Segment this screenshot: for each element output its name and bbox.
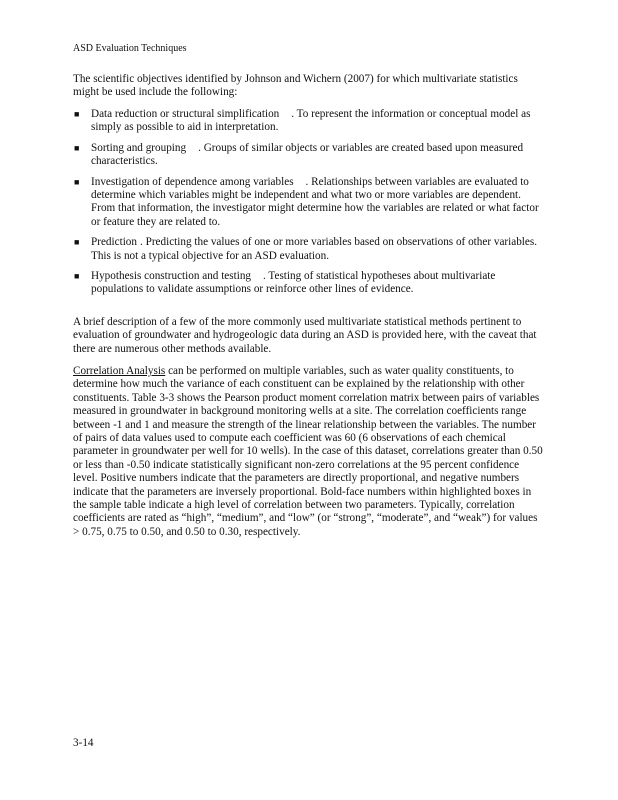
objective-description: . Testing of statistical hypotheses about multivariate populations to validate assumptions or reinforce other lines of evidence.: [91, 270, 496, 296]
objective-term: Data reduction or structural simplification: [91, 108, 280, 120]
list-item: [73, 108, 543, 135]
correlation-analysis-heading: Correlation Analysis: [73, 365, 166, 377]
intro-paragraph: The scientific objectives identified by Johnson and Wichern (2007) for which multivariate statistics might be used include the following:: [73, 73, 518, 99]
objective-term: Investigation of dependence among variables: [91, 175, 294, 188]
correlation-analysis-text: can be performed on multiple variables, such as water quality constituents, to determine how much the variance of each constituent can be explained by the relationship with other constituents. Table 3-3 shows the Pearson product moment correlation matrix between pairs of variables measured in groundwater in background monitoring wells at a site. The correlation coefficients range between -1 and 1 and measure the strength of the linear relationship between the variables. The number of pairs of data values used to compute each coefficient was 60 (6 observations of each chemical parameter in groundwater per well for 10 wells). In the case of this dataset, correlations greater than 0.50 or less than -0.50 indicate statistically significant non-zero correlations at the 95 percent confidence level. Positive numbers indicate that the parameters are directly proportional, and negative numbers indicate that the parameters are inversely proportional. Bold-face numbers within highlighted boxes in the sample table indicate a high level of correlation between two parameters. Typically, correlation coefficients are rated as “high”, “medium”, and “low” (or “strong”, “moderate”, and “weak”) for values > 0.75, 0.75 to 0.50, and 0.50 to 0.30, respectively.: [73, 365, 543, 538]
bullet-icon: ■: [74, 109, 80, 119]
list-item: [73, 142, 543, 169]
objective-description: . Relationships between variables are evaluated to determine which variables might be independent and what two or more variables are dependent. From that information, the investigator might determine how the variables are related or what factor or feature they are related to.: [91, 175, 539, 228]
list-item: [73, 236, 543, 263]
objective-description: . Predicting the values of one or more variables based on observations of other variables. This is not a typical objective for an ASD evaluation.: [91, 236, 538, 262]
objective-description: . To represent the information or conceptual model as simply as possible to aid in interpretation.: [91, 108, 531, 134]
objective-term: Prediction: [91, 236, 137, 249]
bullet-icon: ■: [74, 237, 80, 248]
running-header: ASD Evaluation Techniques: [73, 43, 187, 54]
bullet-icon: ■: [74, 176, 80, 187]
bullet-icon: ■: [74, 142, 80, 153]
objective-description: . Groups of similar objects or variables are created based upon measured characteristics.: [91, 141, 524, 168]
objectives-list: [73, 108, 543, 304]
methods-description-paragraph: A brief description of a few of the more commonly used multivariate statistical methods pertinent to evaluation of groundwater and hydrogeologic data during an ASD is provided here, with the caveat that there are numerous other methods available.: [73, 316, 537, 355]
bullet-icon: ■: [74, 271, 80, 282]
list-item: [73, 270, 543, 297]
correlation-analysis-paragraph: [73, 365, 543, 539]
list-item: [73, 176, 543, 230]
page-number: 3-14: [73, 737, 94, 749]
objective-term: Sorting and grouping: [91, 141, 187, 154]
objective-term: Hypothesis construction and testing: [91, 270, 252, 283]
